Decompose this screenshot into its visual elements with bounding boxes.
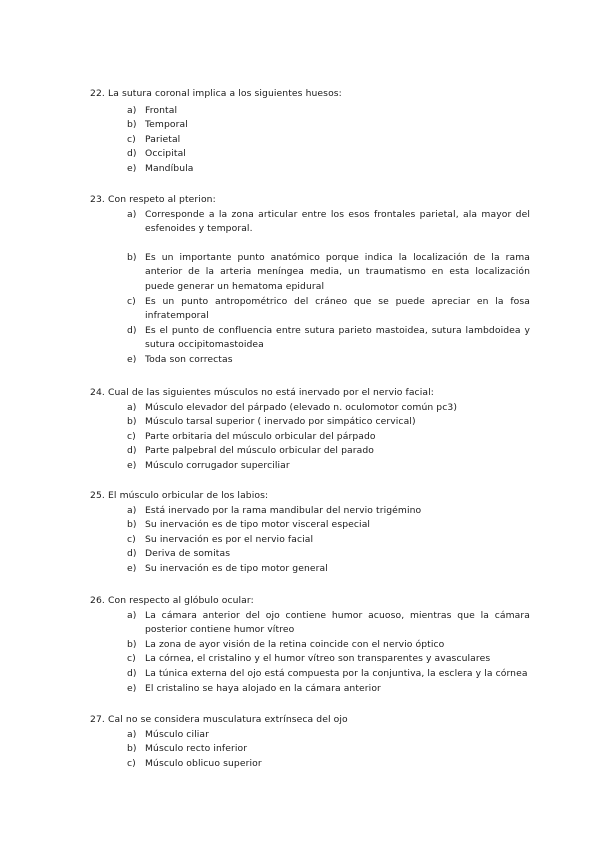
option-text: La zona de ayor visión de la retina coincide con el nervio óptico [145,638,445,650]
option-label: c) [127,757,136,769]
question-26 [90,594,530,696]
question-text: Cal no se considera musculatura extrínseca del ojo [108,714,348,725]
option-label: d) [127,148,137,160]
option-text: Músculo tarsal superior ( inervado por simpático cervical) [145,416,416,428]
option-text: Es un importante punto anatómico porque indica la localización de la rama anterior de la arteria meníngea media, un traumatismo en esta localización puede generar un hematoma epidural [145,251,530,292]
option [127,415,530,430]
option [127,638,530,653]
option-label: b) [127,519,137,531]
option-text: Músculo oblicuo superior [145,757,262,769]
question-number: 26. [90,595,105,606]
option-label: a) [127,104,137,116]
option [127,353,530,368]
option-label: d) [127,445,137,457]
option-text: La cámara anterior del ojo contiene humor acuoso, mientras que la cámara posterior contiene humor vítreo [145,609,530,636]
option-label: e) [127,562,137,574]
option-text: Es un punto antropométrico del cráneo que se puede apreciar en la fosa infratemporal [145,295,530,322]
option-text: Músculo corrugador superciliar [145,459,290,471]
option-label: b) [127,638,137,650]
option-text: Músculo ciliar [145,728,210,740]
option [127,147,530,162]
option [127,104,530,119]
option [127,430,530,445]
option-label: c) [127,533,136,545]
option [127,533,530,548]
question-text: Cual de las siguientes músculos no está inervado por el nervio facial: [108,387,434,398]
option-label: a) [127,401,137,413]
option-label: a) [127,728,137,740]
option-label: b) [127,251,137,263]
question-25 [90,489,530,577]
option [127,444,530,459]
option [127,459,530,474]
option [127,682,530,697]
question-27 [90,713,530,771]
option [127,208,530,237]
option-label: c) [127,133,136,145]
option-label: c) [127,295,136,307]
question-number: 23. [90,194,105,205]
option-label: e) [127,162,137,174]
option [127,518,530,533]
option [127,133,530,148]
option-label: e) [127,459,137,471]
option-label: c) [127,430,136,442]
option-text: La córnea, el cristalino y el humor vítreo son transparentes y avasculares [145,653,491,665]
option-label: a) [127,504,137,516]
option [127,652,530,667]
option [127,757,530,772]
option-label: a) [127,208,137,220]
question-number: 25. [90,490,105,501]
option-text: Su inervación es de tipo motor visceral especial [145,519,371,531]
question-number: 27. [90,714,105,725]
option [127,162,530,177]
option-text: Parte orbitaria del músculo orbicular del párpado [145,430,376,442]
option [127,728,530,743]
option-text: Está inervado por la rama mandibular del nervio trigémino [145,504,422,516]
option [127,667,530,682]
option-text: El cristalino se haya alojado en la cámara anterior [145,682,381,694]
option-text: Parte palpebral del músculo orbicular del parado [145,445,375,457]
option-label: a) [127,609,137,621]
option [127,324,530,353]
option-label: b) [127,119,137,131]
option-label: c) [127,653,136,665]
question-23 [90,193,530,368]
option-text: Deriva de somitas [145,548,231,560]
option [127,609,530,638]
question-number: 22. [90,88,105,99]
option-label: b) [127,743,137,755]
option-text: Occipital [145,148,186,160]
option-text: Parietal [145,133,181,145]
option [127,547,530,562]
option [127,504,530,519]
question-number: 24. [90,387,105,398]
option [127,295,530,324]
question-text: Con respeto al pterion: [108,194,216,205]
question-text: El músculo orbicular de los labios: [108,490,269,501]
question-24 [90,386,530,474]
question-22 [90,87,530,177]
option-text: Su inervación es de tipo motor general [145,562,328,574]
option-label: d) [127,667,137,679]
spacer [90,237,530,251]
option-text: Es el punto de confluencia entre sutura parieto mastoidea, sutura lambdoidea y sutura occipitomastoidea [145,324,530,351]
option-text: Su inervación es por el nervio facial [145,533,314,545]
option-label: e) [127,682,137,694]
option-text: Músculo recto inferior [145,743,248,755]
option [127,118,530,133]
option-label: b) [127,416,137,428]
question-text: Con respecto al glóbulo ocular: [108,595,254,606]
option [127,251,530,295]
option-text: Mandíbula [145,162,194,174]
option-label: e) [127,353,137,365]
option [127,742,530,757]
question-text: La sutura coronal implica a los siguientes huesos: [108,88,342,99]
option [127,401,530,416]
option-text: La túnica externa del ojo está compuesta por la conjuntiva, la esclera y la córnea [145,667,528,679]
option-label: d) [127,548,137,560]
option-text: Temporal [145,119,188,131]
option-text: Músculo elevador del párpado (elevado n. oculomotor común pc3) [145,401,458,413]
option-text: Corresponde a la zona articular entre los esos frontales parietal, ala mayor del esfenoides y temporal. [145,208,530,235]
option [127,562,530,577]
option-text: Toda son correctas [145,353,233,365]
option-text: Frontal [145,104,178,116]
option-label: d) [127,324,137,336]
